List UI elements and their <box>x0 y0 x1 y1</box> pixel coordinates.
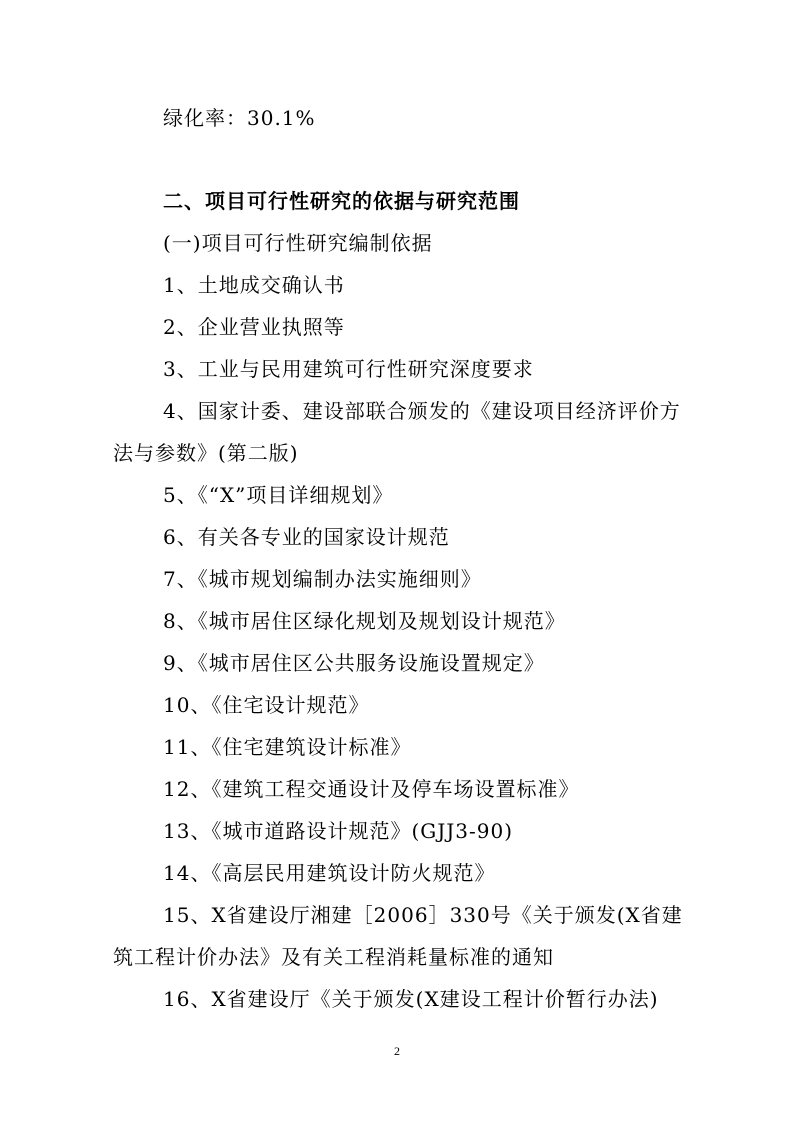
list-item: 10、《住宅设计规范》 <box>163 693 370 717</box>
page-number: 2 <box>394 1044 400 1058</box>
list-item: 9、《城市居住区公共服务设施设置规定》 <box>163 651 545 675</box>
list-item: 16、X省建设厅《关于颁发(X建设工程计价暂行办法) <box>163 987 659 1011</box>
list-item: 1、土地成交确认书 <box>163 273 345 297</box>
list-item: 6、有关各专业的国家设计规范 <box>163 525 450 549</box>
list-item: 15、X省建设厅湘建［2006］330号《关于颁发(X省建 <box>163 903 683 927</box>
list-item-continuation: 筑工程计价办法》及有关工程消耗量标准的通知 <box>113 945 554 969</box>
greening-rate-line: 绿化率：30.1% <box>163 106 316 130</box>
list-item: 5、《“X”项目详细规划》 <box>163 483 394 507</box>
section-heading: 二、项目可行性研究的依据与研究范围 <box>163 189 520 213</box>
list-item: 7、《城市规划编制办法实施细则》 <box>163 567 482 591</box>
list-item: 3、工业与民用建筑可行性研究深度要求 <box>163 357 534 381</box>
list-item: 14、《高层民用建筑设计防火规范》 <box>163 861 496 885</box>
list-item: 11、《住宅建筑设计标准》 <box>163 735 412 759</box>
list-item: 4、国家计委、建设部联合颁发的《建设项目经济评价方 <box>163 399 681 423</box>
list-item: 2、企业营业执照等 <box>163 315 345 339</box>
list-item: 13、《城市道路设计规范》(GJJ3-90) <box>163 819 513 843</box>
list-item-continuation: 法与参数》(第二版) <box>113 441 299 465</box>
list-item: 12、《建筑工程交通设计及停车场设置标准》 <box>163 777 580 801</box>
list-item: 8、《城市居住区绿化规划及规划设计规范》 <box>163 609 566 633</box>
subsection-heading: (一)项目可行性研究编制依据 <box>163 231 433 255</box>
